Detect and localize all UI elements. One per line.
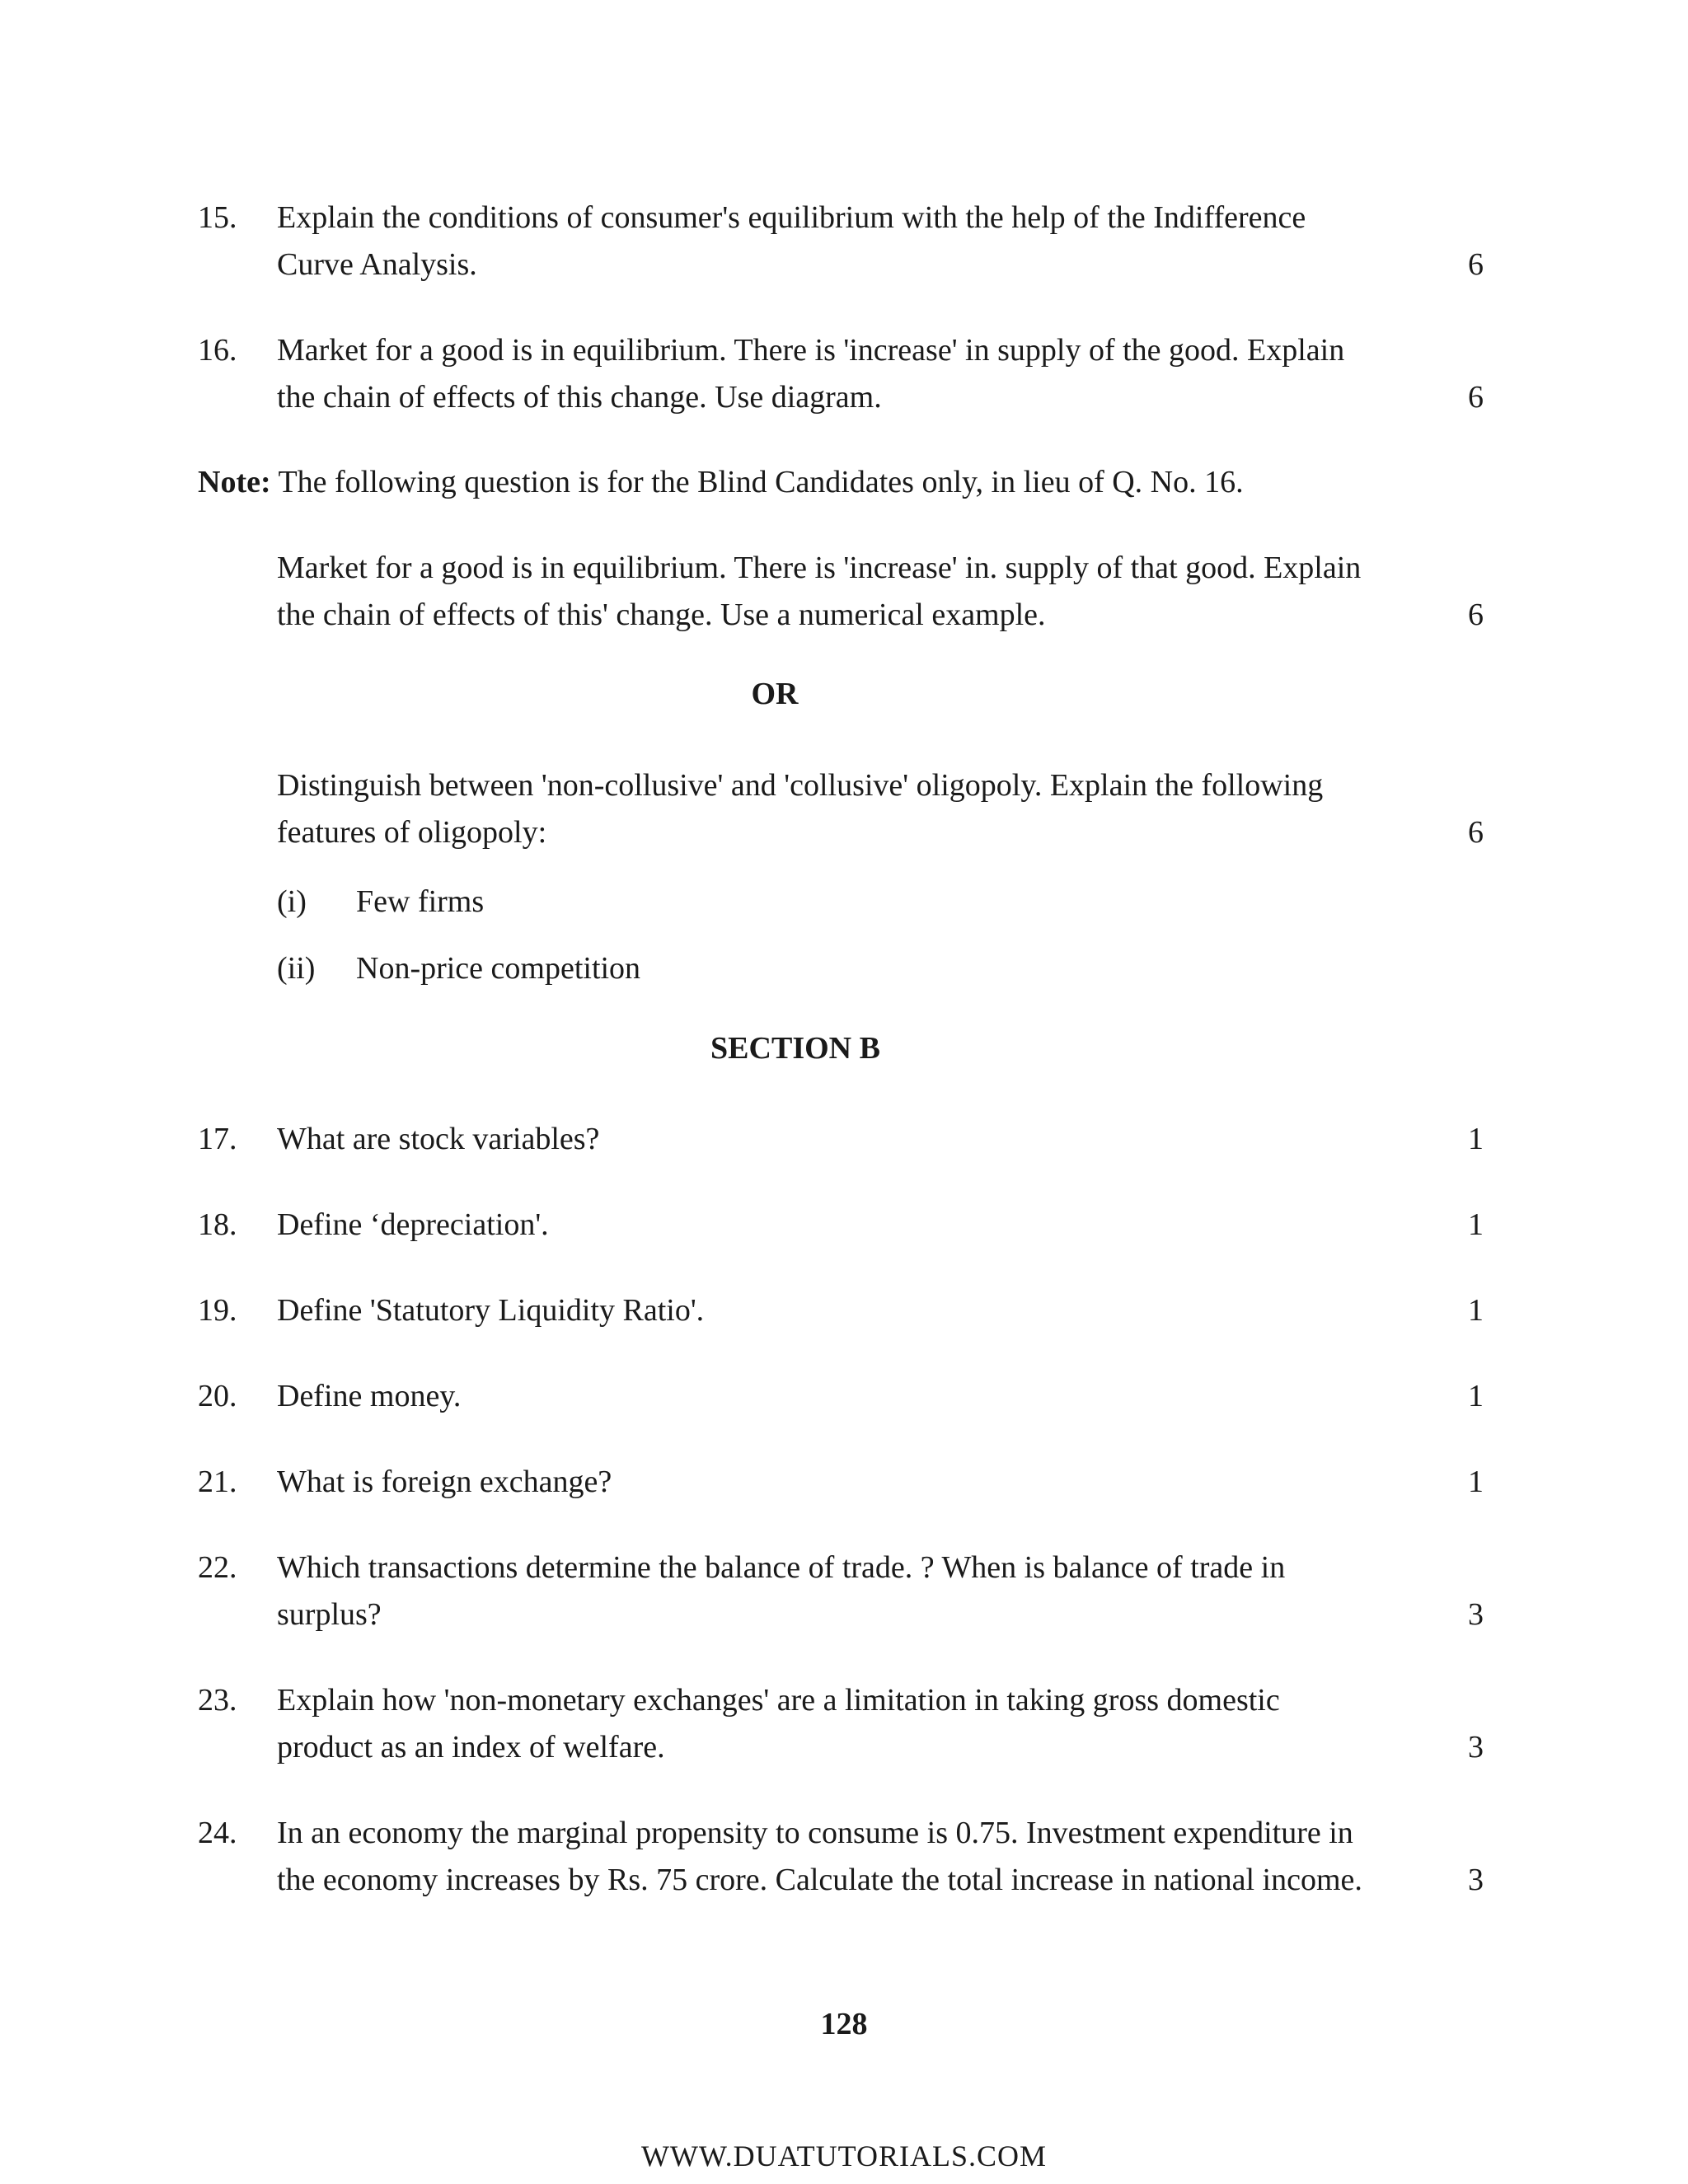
question-marks: 3 bbox=[1468, 1863, 1484, 1897]
question-text: Market for a good is in equilibrium. There is 'increase' in supply of the good. Explain the chain of effects of this change. Use diagram. bbox=[277, 333, 1345, 415]
question-16 bbox=[198, 327, 1484, 421]
question-20 bbox=[198, 1373, 1484, 1420]
sub-item-roman: (ii) bbox=[277, 951, 316, 986]
section-title: SECTION B bbox=[710, 1031, 880, 1066]
question-text: Distinguish between 'non-collusive' and 'collusive' oligopoly. Explain the following features of oligopoly: bbox=[277, 768, 1324, 850]
page-number: 128 bbox=[820, 2007, 868, 2041]
note-line bbox=[198, 459, 1484, 506]
question-22 bbox=[198, 1544, 1484, 1638]
sub-item-text: Few firms bbox=[356, 884, 485, 919]
question-23 bbox=[198, 1677, 1484, 1771]
question-24 bbox=[198, 1810, 1484, 1904]
question-number: 20. bbox=[198, 1379, 237, 1413]
question-21 bbox=[198, 1459, 1484, 1506]
question-18 bbox=[198, 1202, 1484, 1249]
question-marks: 6 bbox=[1468, 247, 1484, 282]
question-number: 18. bbox=[198, 1207, 237, 1242]
question-text: Explain the conditions of consumer's equilibrium with the help of the Indifference Curve Analysis. bbox=[277, 200, 1306, 282]
question-marks: 1 bbox=[1468, 1293, 1484, 1328]
question-marks: 1 bbox=[1468, 1122, 1484, 1156]
question-marks: 6 bbox=[1468, 598, 1484, 632]
question-number: 23. bbox=[198, 1683, 237, 1718]
question-number: 17. bbox=[198, 1122, 237, 1156]
question-number: 24. bbox=[198, 1816, 237, 1850]
note-label: Note: bbox=[198, 465, 271, 499]
question-text: Define money. bbox=[277, 1379, 462, 1413]
question-text: Define ‘depreciation'. bbox=[277, 1207, 549, 1242]
question-text: In an economy the marginal propensity to consume is 0.75. Investment expenditure in the economy increases by Rs. 75 crore. Calculate the total increase in national income. bbox=[277, 1816, 1362, 1897]
question-marks: 1 bbox=[1468, 1207, 1484, 1242]
question-text: Explain how 'non-monetary exchanges' are a limitation in taking gross domestic product as an index of welfare. bbox=[277, 1683, 1280, 1765]
question-number: 16. bbox=[198, 333, 237, 368]
question-number: 19. bbox=[198, 1293, 237, 1328]
question-number: 21. bbox=[198, 1465, 237, 1499]
question-17 bbox=[198, 1116, 1484, 1163]
question-text: Market for a good is in equilibrium. There is 'increase' in. supply of that good. Explain the chain of effects of this' change. Use a numerical example. bbox=[277, 551, 1362, 632]
alt-question bbox=[198, 762, 1484, 856]
sub-item-roman: (i) bbox=[277, 884, 307, 919]
sub-item bbox=[277, 879, 484, 926]
question-marks: 1 bbox=[1468, 1379, 1484, 1413]
question-marks: 6 bbox=[1468, 815, 1484, 850]
question-19 bbox=[198, 1287, 1484, 1334]
footer-url: WWW.DUATUTORIALS.COM bbox=[641, 2139, 1047, 2172]
blind-question bbox=[198, 545, 1484, 639]
sub-item-text: Non-price competition bbox=[356, 951, 641, 986]
question-marks: 1 bbox=[1468, 1465, 1484, 1499]
question-text: Which transactions determine the balance of trade. ? When is balance of trade in surplus? bbox=[277, 1550, 1286, 1632]
or-label: OR bbox=[751, 677, 799, 711]
sub-item bbox=[277, 945, 640, 992]
question-marks: 3 bbox=[1468, 1730, 1484, 1765]
note-text: The following question is for the Blind Candidates only, in lieu of Q. No. 16. bbox=[270, 465, 1244, 499]
question-marks: 3 bbox=[1468, 1597, 1484, 1632]
question-text: What are stock variables? bbox=[277, 1122, 600, 1156]
question-number: 15. bbox=[198, 200, 237, 235]
question-text: What is foreign exchange? bbox=[277, 1465, 612, 1499]
question-text: Define 'Statutory Liquidity Ratio'. bbox=[277, 1293, 705, 1328]
question-15 bbox=[198, 194, 1484, 288]
question-number: 22. bbox=[198, 1550, 237, 1585]
question-marks: 6 bbox=[1468, 380, 1484, 415]
